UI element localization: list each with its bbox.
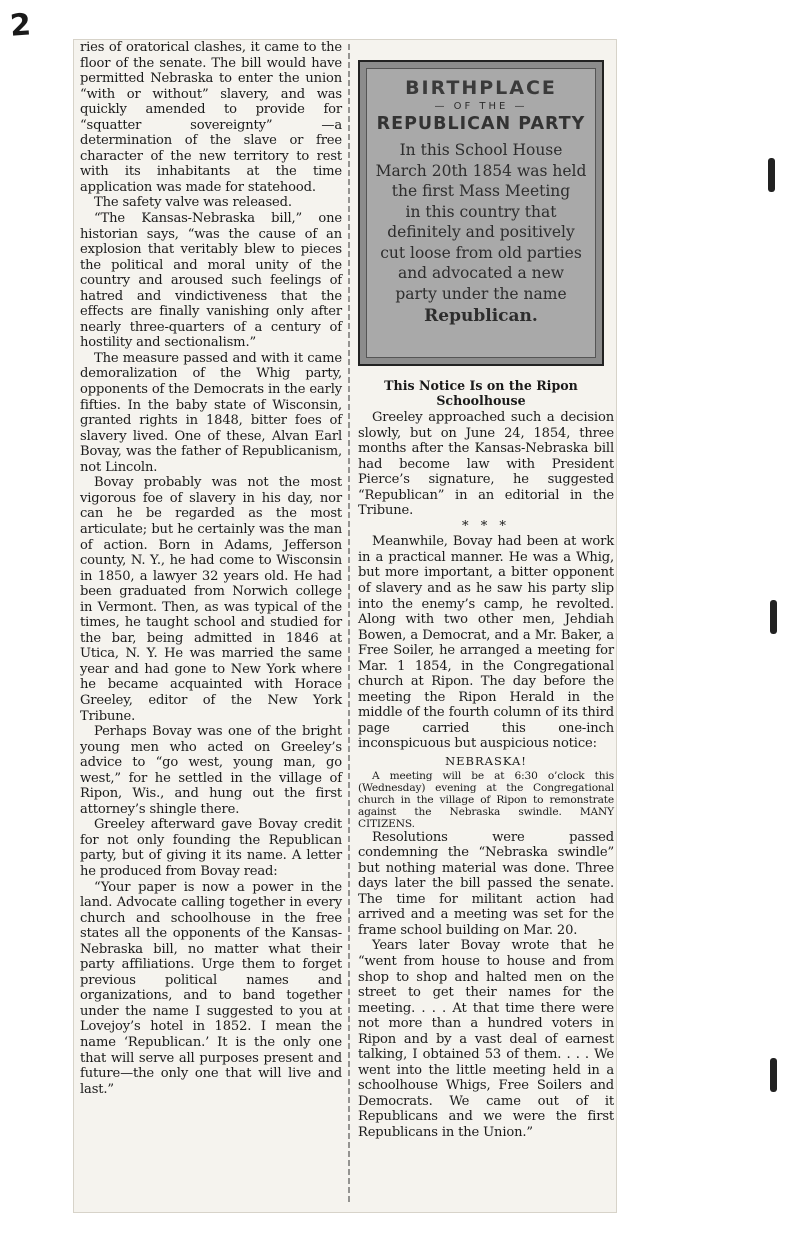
- newspaper-clipping: [74, 40, 616, 1212]
- plaque-body-line: in this country that: [405, 202, 557, 221]
- article-paragraph: The safety valve was released.: [94, 195, 292, 211]
- page-number: 2: [8, 7, 33, 44]
- article-paragraph: “The Kansas-Nebraska bill,” one historian says, “was the cause of an explosion that veritably blew to pieces the political and moral unity of the country and aroused such feelings of hatred and vindictiveness that the effects are finally vanishing only after nearly three-quarters of a century of hostility and sectionalism.”: [80, 211, 342, 351]
- article-paragraph: Meanwhile, Bovay had been at work in a practical manner. He was a Whig, but more important, a bitter opponent of slavery and as he saw his party slip into the enemy’s camp, he revolted. Along with two other men, Jehdiah Bowen, a Democrat, and a Mr. Baker, a Free Soiler, he arranged a meeting for Mar. 1 1854, in the Congregational church at Ripon. The day before the meeting the Ripon Herald in the middle of the fourth column of its third page carried this one-inch inconspicuous but auspicious notice:: [358, 534, 614, 752]
- plaque-line-birthplace: BIRTHPLACE: [405, 77, 557, 99]
- plaque-line-republican: Republican.: [424, 306, 538, 326]
- scan-mark: [768, 158, 775, 192]
- article-paragraph: “Your paper is now a power in the land. Advocate calling together in every church and schoolhouse in the free states all the opponents of the Kansas-Nebraska bill, no matter what their party affiliations. Urge them to forget previous political names and organizations, and to band together under the name I suggested to you at Lovejoy’s hotel in 1852. I mean the name ‘Republican.’ It is the only one that will serve all purposes present and future—the only one that will live and last.”: [80, 879, 342, 1097]
- plaque-body-line: party under the name: [395, 284, 567, 303]
- notice-heading: NEBRASKA!: [445, 754, 527, 769]
- plaque-body-line: In this School House: [399, 141, 563, 159]
- article-paragraph: The measure passed and with it came demoralization of the Whig party, opponents of the Democrats in the early fifties. In the baby state of Wisconsin, granted rights in 1848, bitter foes of slavery lived. One of these, Alvan Earl Bovay, was the father of Republicanism, not Lincoln.: [80, 350, 342, 475]
- plaque-body-line: cut loose from old parties: [380, 243, 582, 262]
- right-column: [358, 410, 614, 1141]
- article-paragraph: ries of oratorical clashes, it came to the floor of the senate. The bill would have permitted Nebraska to enter the union “with or without” slavery, and was quickly amended to provide for “squatter sovereignty” —a determination of the slave or free character of the new territory to rest with its inhabitants at the time application was made for statehood.: [80, 40, 342, 195]
- article-paragraph: Years later Bovay wrote that he “went from house to house and from shop to shop and halted men on the street to get their names for the meeting. . . . At that time there were not more than a hundred voters in Ripon and by a vast deal of earnest talking, I obtained 53 of them. . . . We went into the little meeting held in a schoolhouse Whigs, Free Soilers and Democrats. We came out of it Republicans and we were the first Republicans in the Union.”: [358, 938, 614, 1140]
- plaque-body: [373, 140, 589, 304]
- plaque-body-line: the first Mass Meeting: [391, 182, 571, 200]
- photo-caption: This Notice Is on the Ripon Schoolhouse: [384, 378, 578, 408]
- notice-body: A meeting will be at 6:30 o’clock this (Wednesday) evening at the Congregational church in the village of Ripon to remonstrate against the Nebraska swindle. MANY CITIZENS.: [358, 769, 614, 830]
- plaque-body-line: and advocated a new: [397, 264, 565, 282]
- plaque-body-line: March 20th 1854 was held: [375, 161, 587, 180]
- scan-mark: [770, 1058, 777, 1092]
- plaque-text: [366, 68, 596, 358]
- article-paragraph: Perhaps Bovay was one of the bright young men who acted on Greeley’s advice to “go west, young man, go west,” for he settled in the village of Ripon, Wis., and hung out the first attorney’s shingle there.: [80, 724, 342, 817]
- plaque-body-line: definitely and positively: [387, 223, 575, 241]
- column-divider: [348, 44, 350, 1204]
- article-paragraph: Greeley approached such a decision slowly, but on June 24, 1854, three months after the Kansas-Nebraska bill had become law with President Pierce’s signature, he suggested “Republican” in an editorial in the Tribune.: [358, 410, 614, 519]
- scan-mark: [770, 600, 777, 634]
- plaque-line-party: REPUBLICAN PARTY: [376, 114, 586, 134]
- article-paragraph: Greeley afterward gave Bovay credit for not only founding the Republican party, but of giving it its name. A letter he produced from Bovay read:: [80, 817, 342, 879]
- article-paragraph: Bovay probably was not the most vigorous foe of slavery in his day, nor can he be regarded as the most articulate; but he certainly was the man of action. Born in Adams, Jefferson county, N. Y., he had come to Wisconsin in 1850, a lawyer 32 years old. He had been graduated from Norwich college in Vermont. Then, as was typical of the times, he taught school and studied for the bar, being admitted in 1846 at Utica, N. Y. He was married the same year and had gone to New York where he became acquainted with Horace Greeley, editor of the New York Tribune.: [80, 475, 342, 724]
- plaque-photo: [358, 60, 604, 366]
- left-column: [80, 40, 342, 1097]
- plaque-line-of-the: — OF THE —: [434, 101, 528, 112]
- section-break: * * *: [462, 518, 510, 534]
- article-paragraph: Resolutions were passed condemning the “Nebraska swindle” but nothing material was done. Three days later the bill passed the senate. The time for militant action had arrived and a meeting was set for the frame school building on Mar. 20.: [358, 829, 614, 938]
